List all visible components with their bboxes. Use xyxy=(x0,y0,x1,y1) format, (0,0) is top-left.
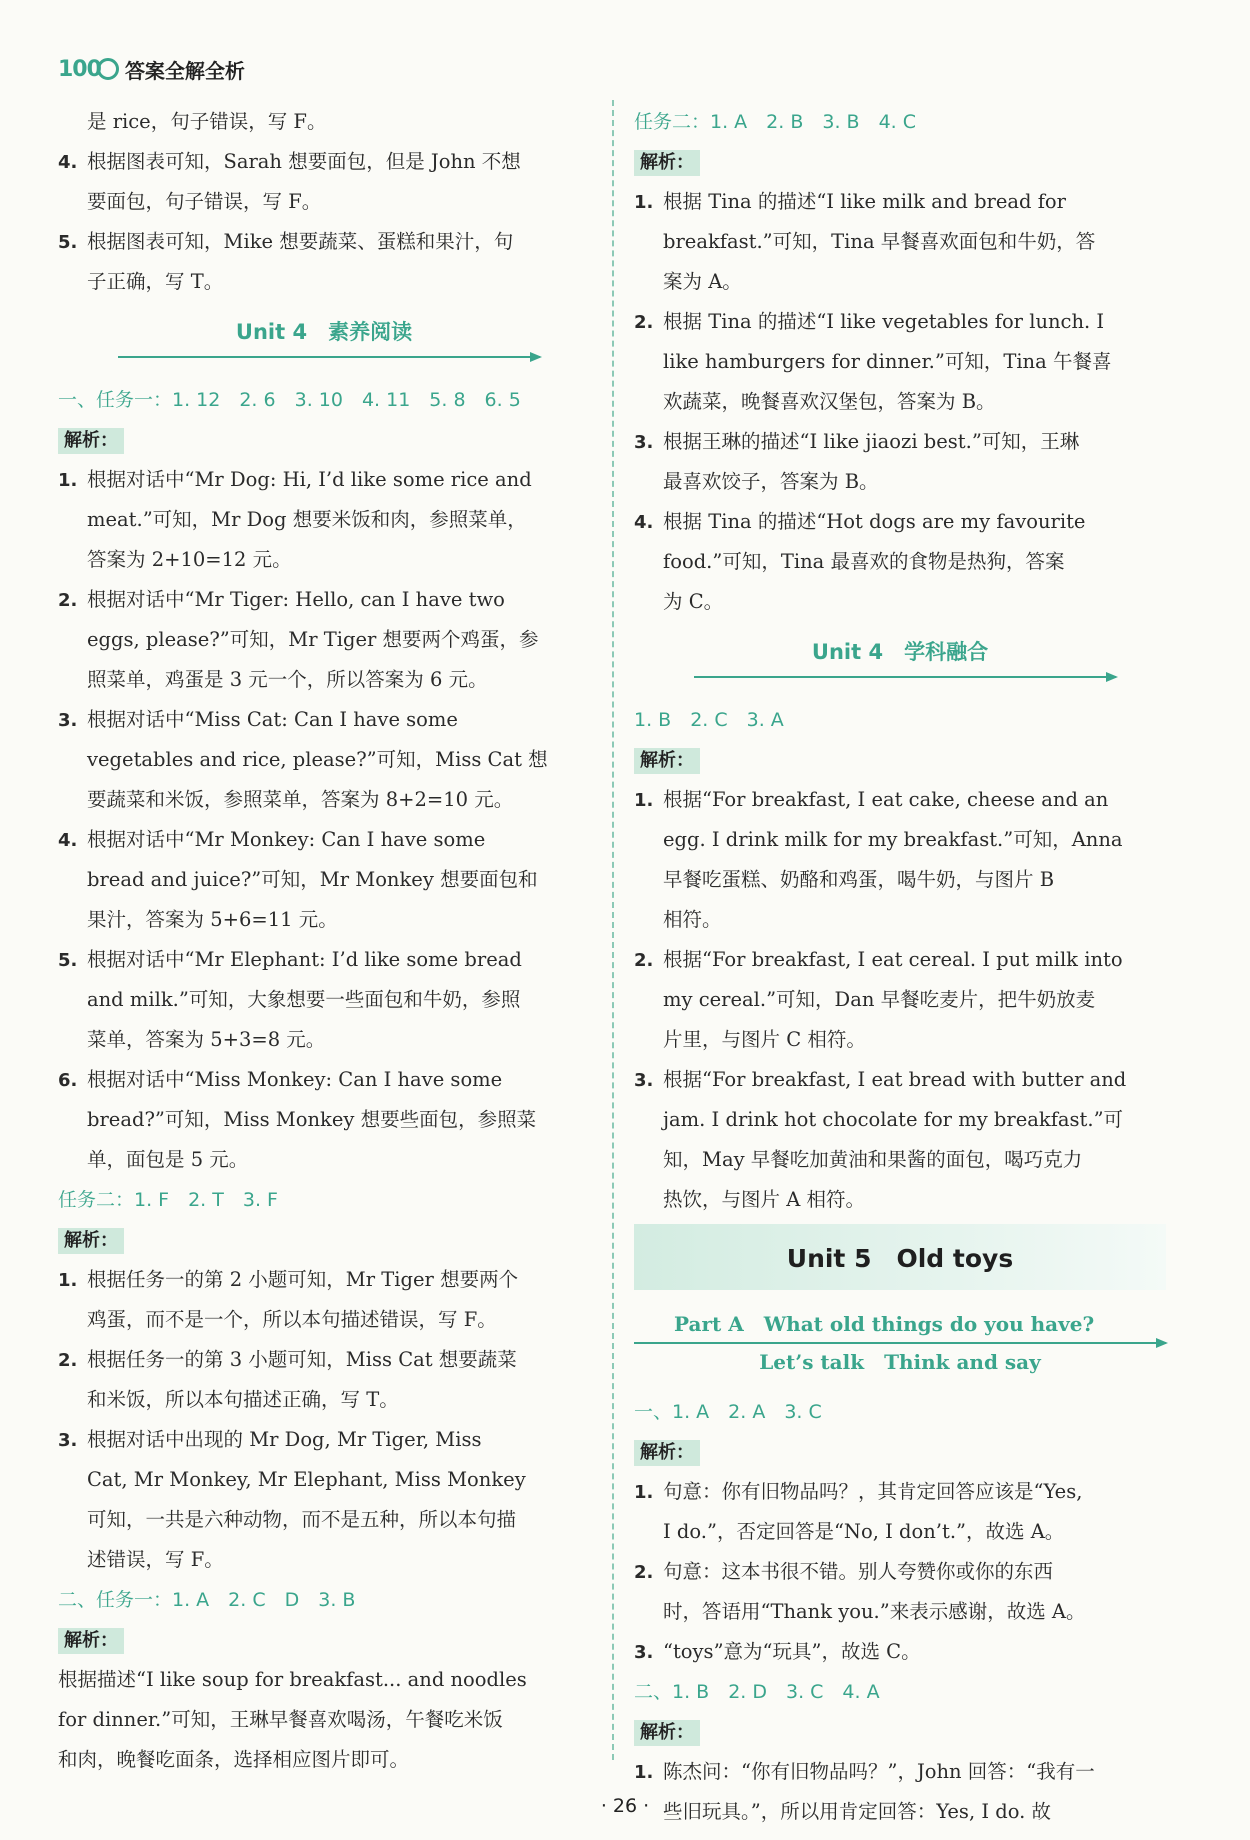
numbered-line xyxy=(58,1340,590,1380)
text-line: 可知，一共是六种动物，而不是五种，所以本句描 xyxy=(87,1508,517,1531)
numbered-line xyxy=(58,142,590,182)
left-column xyxy=(58,102,590,1780)
item-number: 1. xyxy=(634,1762,654,1783)
item-text: 根据对话中“Mr Dog: Hi, I’d like some rice and xyxy=(87,468,532,491)
numbered-line xyxy=(58,820,590,860)
item-text: 根据 Tina 的描述“Hot dogs are my favourite xyxy=(663,510,1086,533)
right-column xyxy=(634,102,1166,1832)
text-line: breakfast.”可知，Tina 早餐喜欢面包和牛奶，答 xyxy=(663,230,1096,253)
text-line: 和米饭，所以本句描述正确，写 T。 xyxy=(87,1388,399,1411)
logo-text: 100 xyxy=(58,56,101,82)
item-number: 1. xyxy=(634,192,654,213)
item-text: 根据对话中“Miss Cat: Can I have some xyxy=(87,708,458,731)
item-text: 句意：这本书很不错。别人夸赞你或你的东西 xyxy=(663,1560,1054,1583)
arrow-rule-icon xyxy=(694,676,1116,678)
item-text: 根据 Tina 的描述“I like milk and bread for xyxy=(663,190,1066,213)
analysis-label-row xyxy=(634,740,1166,780)
text-line: egg. I drink milk for my breakfast.”可知，Anna xyxy=(663,828,1123,851)
item-number: 2. xyxy=(58,590,78,611)
analysis-label-row xyxy=(58,420,590,460)
item-text: 根据任务一的第 2 小题可知，Mr Tiger 想要两个 xyxy=(87,1268,519,1291)
numbered-line xyxy=(634,422,1166,462)
item-number: 2. xyxy=(58,1350,78,1371)
text-line: 早餐吃蛋糕、奶酪和鸡蛋，喝牛奶，与图片 B xyxy=(663,868,1055,891)
numbered-line xyxy=(634,1472,1166,1512)
item-text: 根据图表可知，Sarah 想要面包，但是 John 不想 xyxy=(87,150,521,173)
item-text: 根据 Tina 的描述“I like vegetables for lunch. I xyxy=(663,310,1105,333)
logo-ring-icon xyxy=(97,58,119,80)
item-text: 根据对话中“Miss Monkey: Can I have some xyxy=(87,1068,503,1091)
item-number: 2. xyxy=(634,1562,654,1583)
text-line: bread and juice?”可知，Mr Monkey 想要面包和 xyxy=(87,868,538,891)
numbered-line xyxy=(58,460,590,500)
item-text: 根据对话中出现的 Mr Dog, Mr Tiger, Miss xyxy=(87,1428,482,1451)
text-line: vegetables and rice, please?”可知，Miss Cat 想 xyxy=(87,748,548,771)
text-line: 热饮，与图片 A 相符。 xyxy=(663,1188,865,1211)
analysis-label: 解析： xyxy=(634,150,700,176)
text-line: 单，面包是 5 元。 xyxy=(87,1148,249,1171)
text-line: 述错误，写 F。 xyxy=(87,1548,224,1571)
item-number: 2. xyxy=(634,312,654,333)
item-text: 根据对话中“Mr Elephant: I’d like some bread xyxy=(87,948,522,971)
item-number: 4. xyxy=(58,830,78,851)
item-number: 1. xyxy=(58,1270,78,1291)
text-line: 是 rice，句子错误，写 F。 xyxy=(87,110,327,133)
analysis-label-row xyxy=(58,1220,590,1260)
text-line: 和肉，晚餐吃面条，选择相应图片即可。 xyxy=(58,1748,410,1771)
item-number: 1. xyxy=(58,470,78,491)
text-line: 菜单，答案为 5+3=8 元。 xyxy=(87,1028,326,1051)
answer-line: 任务二：1. F 2. T 3. F xyxy=(58,1189,278,1211)
text-line: meat.”可知，Mr Dog 想要米饭和肉，参照菜单， xyxy=(87,508,527,531)
numbered-line xyxy=(58,940,590,980)
numbered-line xyxy=(634,940,1166,980)
item-text: “toys”意为“玩具”，故选 C。 xyxy=(663,1640,921,1663)
arrow-rule-icon xyxy=(118,356,540,358)
analysis-label-row xyxy=(634,1432,1166,1472)
item-number: 4. xyxy=(634,512,654,533)
item-number: 3. xyxy=(634,1642,654,1663)
analysis-label: 解析： xyxy=(634,748,700,774)
numbered-line xyxy=(58,700,590,740)
item-number: 3. xyxy=(58,710,78,731)
item-text: 根据对话中“Mr Monkey: Can I have some xyxy=(87,828,486,851)
analysis-label: 解析： xyxy=(58,428,124,454)
page-header xyxy=(58,52,245,86)
text-line: 答案为 2+10=12 元。 xyxy=(87,548,292,571)
text-line: 根据描述“I like soup for breakfast... and noodles xyxy=(58,1668,527,1691)
part-subtitle: Let’s talk Think and say xyxy=(759,1350,1041,1374)
section-heading xyxy=(634,622,1166,700)
section-title: Unit 4 学科融合 xyxy=(811,640,989,664)
numbered-line xyxy=(58,580,590,620)
item-text: 根据“For breakfast, I eat cereal. I put milk into xyxy=(663,948,1123,971)
item-text: 根据图表可知，Mike 想要蔬菜、蛋糕和果汁，句 xyxy=(87,230,514,253)
numbered-line xyxy=(58,222,590,262)
numbered-line xyxy=(634,780,1166,820)
analysis-label: 解析： xyxy=(58,1628,124,1654)
item-text: 根据对话中“Mr Tiger: Hello, can I have two xyxy=(87,588,505,611)
text-line: 案为 A。 xyxy=(663,270,742,293)
item-number: 6. xyxy=(58,1070,78,1091)
text-line: I do.”，否定回答是“No, I don’t.”，故选 A。 xyxy=(663,1520,1065,1543)
header-title: 答案全解全析 xyxy=(124,58,245,83)
numbered-line xyxy=(634,1060,1166,1100)
text-line: eggs, please?”可知，Mr Tiger 想要两个鸡蛋，参 xyxy=(87,628,539,651)
text-line: 果汁，答案为 5+6=11 元。 xyxy=(87,908,338,931)
item-number: 5. xyxy=(58,232,78,253)
column-divider xyxy=(612,100,614,1760)
part-heading xyxy=(634,1298,1166,1392)
analysis-label-row xyxy=(634,142,1166,182)
text-line: food.”可知，Tina 最喜欢的食物是热狗，答案 xyxy=(663,550,1065,573)
numbered-line xyxy=(634,1632,1166,1672)
text-line: 要面包，句子错误，写 F。 xyxy=(87,190,322,213)
item-text: 根据“For breakfast, I eat bread with butter and xyxy=(663,1068,1127,1091)
item-text: 根据任务一的第 3 小题可知，Miss Cat 想要蔬菜 xyxy=(87,1348,517,1371)
item-number: 2. xyxy=(634,950,654,971)
text-line: 照菜单，鸡蛋是 3 元一个，所以答案为 6 元。 xyxy=(87,668,488,691)
text-line: 时，答语用“Thank you.”来表示感谢，故选 A。 xyxy=(663,1600,1086,1623)
answer-line: 任务二：1. A 2. B 3. B 4. C xyxy=(634,111,917,133)
unit-banner: Unit 5 Old toys xyxy=(634,1224,1166,1290)
analysis-label: 解析： xyxy=(634,1720,700,1746)
numbered-line xyxy=(58,1060,590,1100)
item-number: 3. xyxy=(634,432,654,453)
item-text: 陈杰问：“你有旧物品吗？”，John 回答：“我有一 xyxy=(663,1760,1095,1783)
item-number: 4. xyxy=(58,152,78,173)
item-number: 3. xyxy=(58,1430,78,1451)
text-line: bread?”可知，Miss Monkey 想要些面包，参照菜 xyxy=(87,1108,537,1131)
text-line: 要蔬菜和米饭，参照菜单，答案为 8+2=10 元。 xyxy=(87,788,514,811)
text-line: 相符。 xyxy=(663,908,722,931)
numbered-line xyxy=(634,182,1166,222)
text-line: jam. I drink hot chocolate for my breakfast.”可 xyxy=(663,1108,1124,1131)
text-line: 些旧玩具。”，所以用肯定回答：Yes, I do. 故 xyxy=(663,1800,1052,1823)
arrow-rule-icon xyxy=(634,1342,1166,1344)
text-line: 子正确，写 T。 xyxy=(87,270,224,293)
text-line: 片里，与图片 C 相符。 xyxy=(663,1028,866,1051)
answer-line: 一、1. A 2. A 3. C xyxy=(634,1401,822,1423)
text-line: my cereal.”可知，Dan 早餐吃麦片，把牛奶放麦 xyxy=(663,988,1096,1011)
page-number: · 26 · xyxy=(600,1795,650,1817)
numbered-line xyxy=(58,1420,590,1460)
item-number: 1. xyxy=(634,790,654,811)
section-heading xyxy=(58,302,590,380)
text-line: 为 C。 xyxy=(663,590,724,613)
analysis-label-row xyxy=(634,1712,1166,1752)
text-line: like hamburgers for dinner.”可知，Tina 午餐喜 xyxy=(663,350,1112,373)
numbered-line xyxy=(634,1752,1166,1792)
brand-logo xyxy=(58,57,119,82)
numbered-line xyxy=(634,502,1166,542)
section-title: Unit 4 素养阅读 xyxy=(235,320,413,344)
text-line: 最喜欢饺子，答案为 B。 xyxy=(663,470,879,493)
numbered-line xyxy=(58,1260,590,1300)
answer-line: 一、任务一：1. 12 2. 6 3. 10 4. 11 5. 8 6. 5 xyxy=(58,389,521,411)
answer-line: 二、1. B 2. D 3. C 4. A xyxy=(634,1681,880,1703)
text-line: and milk.”可知，大象想要一些面包和牛奶，参照 xyxy=(87,988,521,1011)
answer-line: 1. B 2. C 3. A xyxy=(634,709,784,731)
analysis-label: 解析： xyxy=(58,1228,124,1254)
text-line: 鸡蛋，而不是一个，所以本句描述错误，写 F。 xyxy=(87,1308,497,1331)
item-number: 1. xyxy=(634,1482,654,1503)
item-number: 3. xyxy=(634,1070,654,1091)
text-line: 欢蔬菜，晚餐喜欢汉堡包，答案为 B。 xyxy=(663,390,996,413)
part-title: Part A What old things do you have? xyxy=(674,1312,1095,1336)
numbered-line xyxy=(634,1552,1166,1592)
answer-line: 二、任务一：1. A 2. C D 3. B xyxy=(58,1589,356,1611)
text-line: for dinner.”可知，王琳早餐喜欢喝汤，午餐吃米饭 xyxy=(58,1708,503,1731)
item-text: 根据“For breakfast, I eat cake, cheese and an xyxy=(663,788,1109,811)
analysis-label: 解析： xyxy=(634,1440,700,1466)
text-line: 知，May 早餐吃加黄油和果酱的面包，喝巧克力 xyxy=(663,1148,1083,1171)
item-number: 5. xyxy=(58,950,78,971)
numbered-line xyxy=(634,302,1166,342)
analysis-label-row xyxy=(58,1620,590,1660)
item-text: 句意：你有旧物品吗？，其肯定回答应该是“Yes, xyxy=(663,1480,1083,1503)
text-line: Cat, Mr Monkey, Mr Elephant, Miss Monkey xyxy=(87,1468,526,1491)
item-text: 根据王琳的描述“I like jiaozi best.”可知，王琳 xyxy=(663,430,1080,453)
